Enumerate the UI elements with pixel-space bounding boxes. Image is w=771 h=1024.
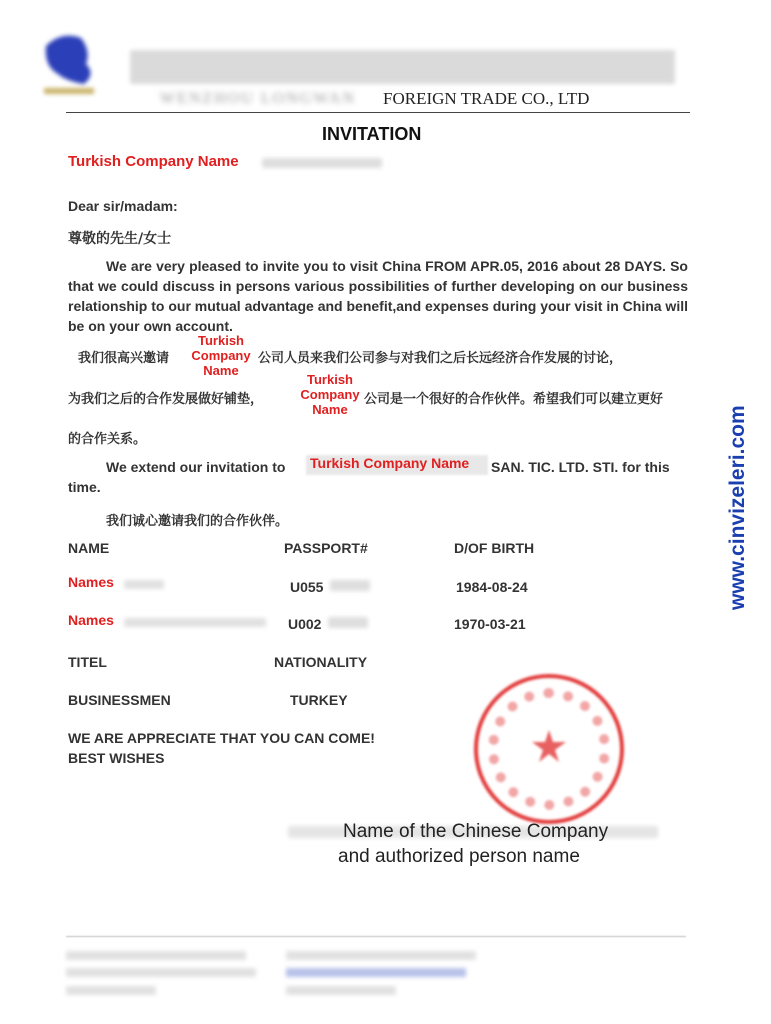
closing-line-1: WE ARE APPRECIATE THAT YOU CAN COME! [68,730,375,746]
label-company: Company [300,387,360,402]
cn-line-1a: 我们很高兴邀请 [78,351,170,366]
label-name: Name [312,402,348,417]
footer-line-1a [66,951,246,960]
cn-line-1-company-label [189,333,253,378]
row1-passport-blurred [330,580,370,591]
greeting-cn: 尊敬的先生/女士 [68,231,172,247]
titel-value: BUSINESSMEN [68,692,171,708]
footer-line-1b [286,951,476,960]
footer-line-3a [66,986,156,995]
invite-company-label: Turkish Company Name [310,455,470,471]
signature-note-2: and authorized person name [338,846,580,867]
header-blurred-pinyin: WENZHOU LONGWAN [160,90,356,107]
invite-prefix: We extend our invitation to [106,459,286,475]
row1-dob: 1984-08-24 [456,579,528,595]
cn-line-2-company-label [298,372,362,417]
label-name: Name [203,363,239,378]
cn-line-2b: 公司是一个很好的合作伙伴。希望我们可以建立更好 [364,392,664,407]
row1-name-label: Names [68,574,114,590]
watermark-url: www.cinvizeleri.com [726,405,749,610]
label-company: Company [191,348,251,363]
header-dob: D/OF BIRTH [454,540,535,556]
header-company-suffix: FOREIGN TRADE CO., LTD [383,89,590,108]
header-rule [66,112,690,113]
row2-passport: U002 [288,616,322,632]
closing-line-2: BEST WISHES [68,750,165,766]
row1-blurred-name [124,580,164,589]
label-turkish: Turkish [198,333,244,348]
cn-line-3: 的合作关系。 [68,432,147,447]
row2-dob: 1970-03-21 [454,616,526,632]
row2-passport-blurred [328,617,368,628]
footer-line-2a [66,968,256,977]
row2-blurred-name [124,618,266,627]
invitation-paragraph: We are very pleased to invite you to visit China FROM APR.05, 2016 about 28 DAYS. So that we could discuss in persons various possibilities of further developing on our business relationship to our mutual advantage and benefit,and expenses during your visit in China will be on your own account. [68,258,688,334]
titel-label: TITEL [68,654,107,670]
nationality-label: NATIONALITY [274,654,368,670]
label-turkish: Turkish [307,372,353,387]
header-name: NAME [68,540,110,556]
company-logo [36,26,106,100]
addressee-company-label: Turkish Company Name [68,153,239,170]
cn-line-2a: 为我们之后的合作发展做好铺垫， [68,392,264,407]
blurred-chinese-company-name [130,50,675,84]
greeting-en: Dear sir/madam: [68,198,178,214]
row1-passport: U055 [290,579,324,595]
blurred-addressee [262,158,382,168]
footer-rule [66,936,686,937]
nationality-value: TURKEY [290,692,348,708]
row2-name-label: Names [68,612,114,628]
invite-continued: time. [68,479,101,495]
header-passport: PASSPORT# [284,540,368,556]
signature-note-1: Name of the Chinese Company [343,821,609,842]
invite-suffix: SAN. TIC. LTD. STI. for this [491,459,670,475]
seal-star-icon [531,728,567,764]
cn-line-1b: 公司人员来我们公司参与对我们之后长远经济合作发展的讨论， [258,351,623,366]
document-title: INVITATION [322,124,422,144]
footer-line-3b [286,986,396,995]
company-seal [474,674,624,824]
cn-invite: 我们诚心邀请我们的合作伙伴。 [106,514,289,529]
footer-line-2b [286,968,466,977]
